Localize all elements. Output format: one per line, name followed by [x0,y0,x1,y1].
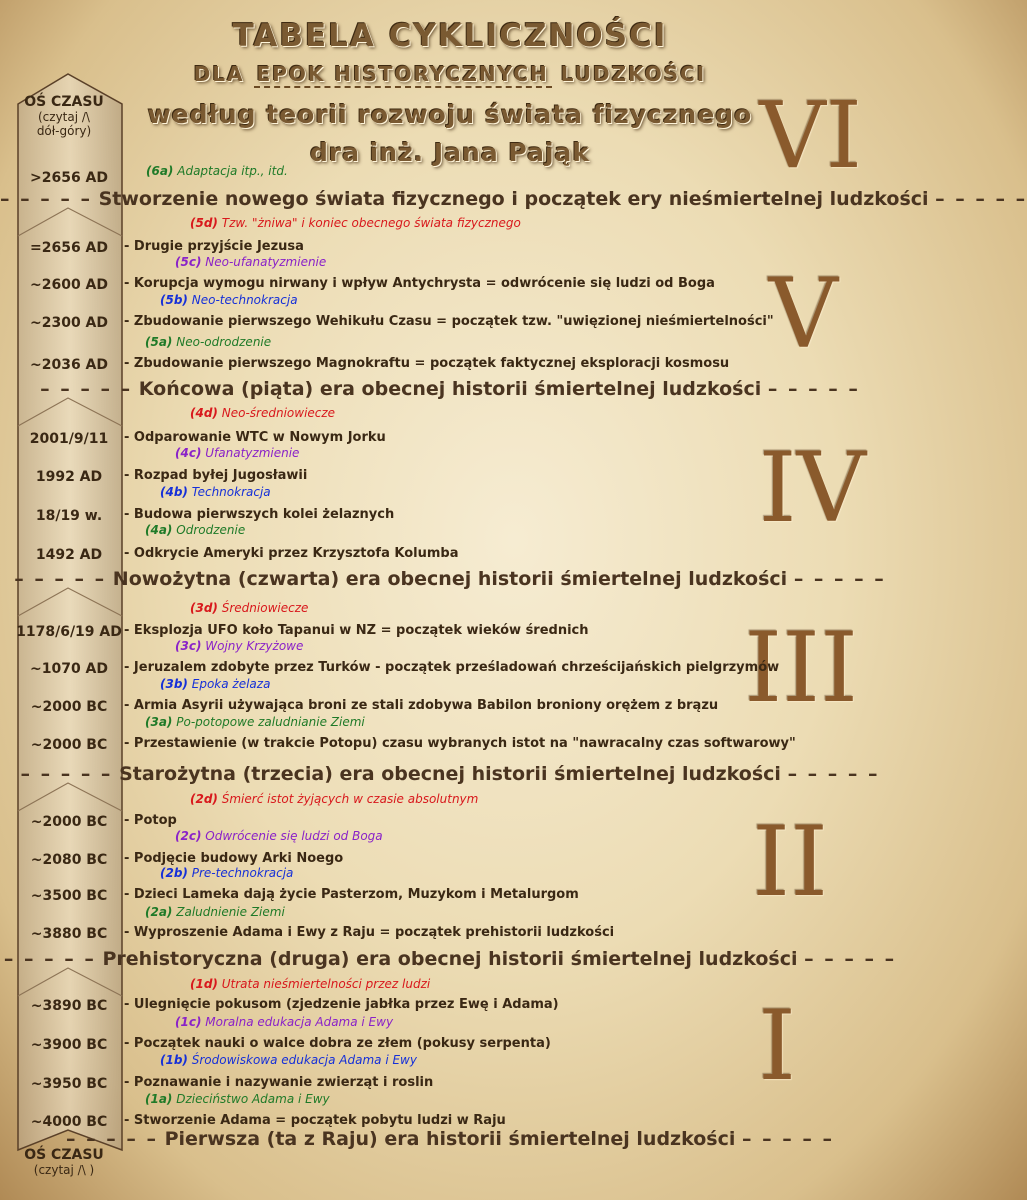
row-event: - Poznawanie i nazywanie zwierząt i roslin [124,1075,434,1090]
phase-name: Moralna edukacja Adama i Ewy [205,1015,394,1029]
phase-code: (2c) [175,829,202,843]
row-event: - Przestawienie (w trakcie Potopu) czasu wybranych istot na "nawracalny czas softwarowy" [124,736,796,751]
phase-code: (4a) [145,523,173,537]
row-date: ~2600 AD [29,277,109,293]
axis-bottom-label [12,1147,116,1177]
era-title: Starożytna (trzecia) era obecnej historii śmiertelnej ludzkości [119,763,781,785]
roman-numeral-5: V [768,258,838,370]
phase-code: (4d) [190,406,218,420]
row-phase [160,293,298,307]
phase-name: Adaptacja itp., itd. [177,164,288,178]
row-event: - Wyproszenie Adama i Ewy z Raju = początek prehistorii ludzkości [124,925,615,940]
row-phase [145,715,365,729]
era-dash-right: – – – – – [742,1128,834,1150]
row-phase [190,601,308,615]
row-phase [145,905,285,919]
era-title: Nowożytna (czwarta) era obecnej historii śmiertelnej ludzkości [112,568,788,590]
row-event: - Armia Asyrii używająca broni ze stali zdobywa Babilon broniony orężem z brązu [124,698,719,713]
phase-code: (3a) [145,715,173,729]
phase-name: Zaludnienie Ziemi [176,905,285,919]
phase-name: Odwrócenie się ludzi od Boga [205,829,383,843]
axis-bottom-title: OŚ CZASU [24,1147,104,1163]
era-title: Stworzenie nowego świata fizycznego i początek ery nieśmiertelnej ludzkości [98,188,929,210]
era-dash-right: – – – – – [767,378,860,400]
row-phase [160,485,271,499]
phase-name: Pre-technokracja [191,866,294,880]
title-ludzkosci: LUDZKOŚCI [560,62,707,86]
era-heading [0,188,1027,210]
title-dla: DLA [193,62,245,86]
phase-code: (5d) [190,216,218,230]
phase-name: Neo-ufanatyzmienie [205,255,327,269]
row-date: ~2300 AD [29,315,109,331]
phase-code: (5b) [160,293,188,307]
row-event: - Zbudowanie pierwszego Magnokraftu = początek faktycznej eksploracji kosmosu [124,356,730,371]
phase-code: (1b) [160,1053,188,1067]
phase-name: Średniowiecze [221,601,309,615]
phase-name: Środowiskowa edukacja Adama i Ewy [191,1053,417,1067]
phase-code: (1d) [190,977,218,991]
phase-name: Ufanatyzmienie [205,446,300,460]
row-date: ~2080 BC [30,852,108,868]
row-phase [190,216,521,230]
era-heading [0,763,900,785]
axis-bottom-sub: (czytaj /\ ) [33,1163,95,1177]
row-phase [190,406,335,420]
row-date: 2001/9/11 [29,431,109,447]
phase-code: (4b) [160,485,188,499]
row-phase [145,523,245,537]
phase-code: (3d) [190,601,218,615]
row-phase [146,164,288,178]
row-date: ~2000 BC [30,814,108,830]
era-dash-right: – – – – – [935,188,1027,210]
row-event: - Stworzenie Adama = początek pobytu ludzi w Raju [124,1113,506,1128]
era-dash-right: – – – – – [793,568,886,590]
row-event: - Budowa pierwszych kolei żelaznych [124,507,395,522]
era-dash-right: – – – – – [804,948,897,970]
row-event: - Rozpad byłej Jugosławii [124,468,308,483]
row-phase [175,829,383,843]
era-heading [0,568,900,590]
title-epok: EPOK HISTORYCZNYCH [254,62,552,88]
era-dash-right: – – – – – [787,763,880,785]
axis-top-title: OŚ CZASU [24,94,104,110]
era-dash-left: – – – – – [20,763,113,785]
phase-code: (4c) [175,446,202,460]
phase-name: Neo-średniowiecze [221,406,336,420]
row-date: ~3890 BC [30,998,108,1014]
row-phase [190,792,478,806]
row-date: 18/19 w. [35,508,103,524]
row-phase [160,1053,417,1067]
row-event: - Odkrycie Ameryki przez Krzysztofa Kolumba [124,546,459,561]
phase-code: (5a) [145,335,173,349]
phase-name: Dzieciństwo Adama i Ewy [176,1092,330,1106]
row-event: - Eksplozja UFO koło Tapanui w NZ = początek wieków średnich [124,623,589,638]
phase-code: (2a) [145,905,173,919]
phase-code: (1c) [175,1015,202,1029]
phase-code: (1a) [145,1092,173,1106]
row-phase [190,977,430,991]
era-heading [0,378,900,400]
row-event: - Podjęcie budowy Arki Noego [124,851,344,866]
row-phase [160,677,270,691]
phase-code: (6a) [146,164,174,178]
row-date: 1492 AD [35,547,103,563]
row-date: ~3500 BC [30,888,108,904]
era-heading [0,948,900,970]
row-date: ~3950 BC [30,1076,108,1092]
title-line-1: TABELA CYKLICZNOŚCI [232,18,668,54]
era-dash-left: – – – – – [40,378,133,400]
row-event: - Początek nauki o walce dobra ze złem (pokusy serpenta) [124,1036,551,1051]
row-phase [175,1015,393,1029]
phase-name: Epoka żelaza [191,677,271,691]
phase-code: (5c) [175,255,202,269]
era-title: Pierwsza (ta z Raju) era historii śmiertelnej ludzkości [164,1128,736,1150]
row-date: 1992 AD [35,469,103,485]
era-dash-left: – – – – – [0,188,92,210]
row-date: ~2000 BC [30,699,108,715]
phase-name: Neo-technokracja [191,293,298,307]
era-dash-left: – – – – – [66,1128,158,1150]
roman-numeral-3: III [744,612,858,724]
row-date: >2656 AD [29,170,109,186]
row-phase [175,639,303,653]
phase-name: Tzw. "żniwa" i koniec obecnego świata fizycznego [221,216,521,230]
row-phase [175,255,326,269]
era-heading [0,1128,900,1150]
row-date: ~3880 BC [30,926,108,942]
title-line-4: dra inż. Jana Pająk [309,138,591,167]
row-event: - Dzieci Lameka dają życie Pasterzom, Muzykom i Metalurgom [124,887,579,902]
axis-top-sub1: (czytaj /\ [38,110,90,124]
phase-code: (3c) [175,639,202,653]
phase-name: Technokracja [191,485,271,499]
phase-code: (2b) [160,866,188,880]
title-line-3: według teorii rozwoju świata fizycznego [147,100,753,129]
era-title: Prehistoryczna (druga) era obecnej historii śmiertelnej ludzkości [102,948,798,970]
row-phase [145,1092,330,1106]
era-title: Końcowa (piąta) era obecnej historii śmiertelnej ludzkości [138,378,762,400]
row-date: ~3900 BC [30,1037,108,1053]
axis-top-sub2: dół-góry) [36,124,92,138]
row-phase [145,335,271,349]
roman-numeral-1: I [758,990,796,1102]
phase-name: Śmierć istot żyjących w czasie absolutnym [221,792,479,806]
row-event: - Odparowanie WTC w Nowym Jorku [124,430,386,445]
row-date: ~2000 BC [30,737,108,753]
row-event: - Korupcja wymogu nirwany i wpływ Antychrysta = odwrócenie się ludzi od Boga [124,276,715,291]
era-dash-left: – – – – – [3,948,96,970]
roman-numeral-2: II [752,806,828,918]
row-date: ~4000 BC [30,1114,108,1130]
row-date: ~1070 AD [29,661,109,677]
phase-name: Wojny Krzyżowe [205,639,304,653]
row-event: - Jeruzalem zdobyte przez Turków - początek prześladowań chrześcijańskich pielgrzymów [124,660,780,675]
phase-name: Odrodzenie [176,523,246,537]
row-event: - Zbudowanie pierwszego Wehikułu Czasu = początek tzw. "uwięzionej nieśmiertelności" [124,314,774,329]
roman-numeral-4: IV [758,432,866,544]
row-event: - Drugie przyjście Jezusa [124,239,304,254]
row-date: =2656 AD [29,240,109,256]
row-date: 1178/6/19 AD [16,624,122,640]
phase-code: (3b) [160,677,188,691]
row-phase [160,866,293,880]
phase-code: (2d) [190,792,218,806]
row-event: - Ulegnięcie pokusom (zjedzenie jabłka przez Ewę i Adama) [124,997,559,1012]
phase-name: Po-potopowe zaludnianie Ziemi [176,715,365,729]
axis-top-label [12,94,116,138]
row-event: - Potop [124,813,177,828]
era-dash-left: – – – – – [14,568,107,590]
row-date: ~2036 AD [29,357,109,373]
phase-name: Utrata nieśmiertelności przez ludzi [221,977,431,991]
row-phase [175,446,299,460]
roman-numeral-6: VI [759,82,862,189]
phase-name: Neo-odrodzenie [176,335,272,349]
